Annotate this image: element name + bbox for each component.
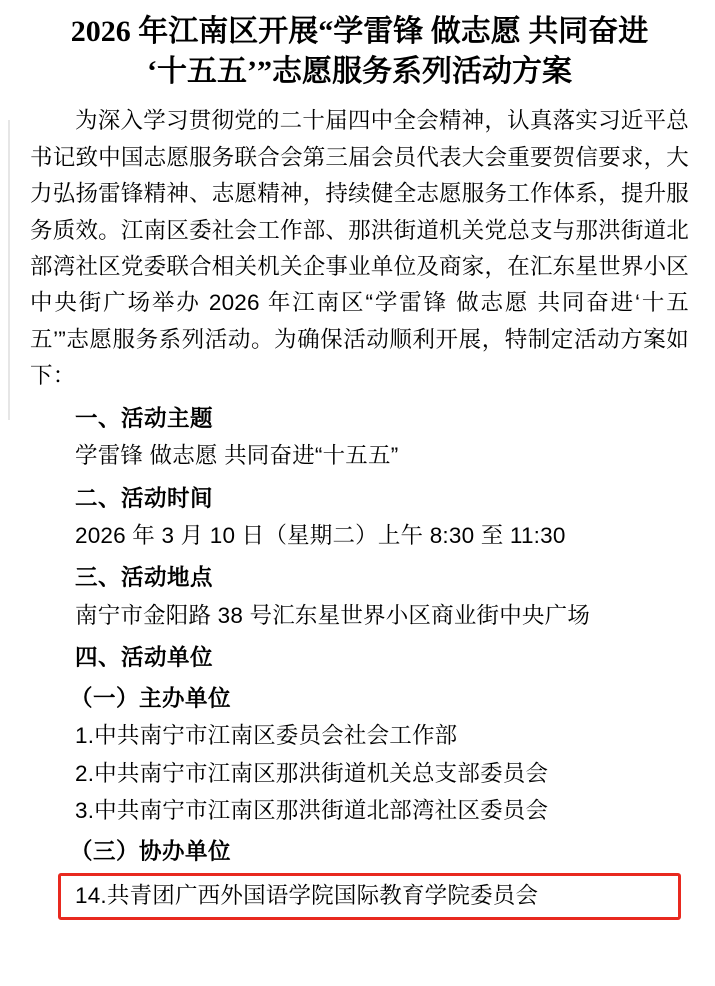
intro-paragraph: 为深入学习贯彻党的二十届四中全会精神，认真落实习近平总书记致中国志愿服务联合会第三届会员代表大会重要贺信要求，大力弘扬雷锋精神、志愿精神，持续健全志愿服务工作体系，提升服务质效。江南区委社会工作部、那洪街道机关党总支与那洪街道北部湾社区党委联合相关机关企事业单位及商家，在汇东星世界小区中央街广场举办 2026 年江南区“学雷锋 做志愿 共同奋进‘十五五’”志愿服务系列活动。为确保活动顺利开展，特制定活动方案如下： bbox=[30, 108, 689, 389]
list-item: 2.中共南宁市江南区那洪街道机关总支部委员会 bbox=[75, 760, 549, 786]
subsection-heading-coorganizer: （三）协办单位 bbox=[70, 838, 232, 864]
list-item: 3.中共南宁市江南区那洪街道北部湾社区委员会 bbox=[75, 798, 549, 824]
page-title bbox=[30, 12, 689, 91]
section-heading-units: 四、活动单位 bbox=[75, 645, 214, 671]
list-item: 14.共青团广西外国语学院国际教育学院委员会 bbox=[75, 882, 539, 908]
section-text-time: 2026 年 3 月 10 日（星期二）上午 8:30 至 11:30 bbox=[75, 523, 566, 548]
page-title-line-2: ‘十五五’”志愿服务系列活动方案 bbox=[147, 54, 572, 88]
list-item: 1.中共南宁市江南区委员会社会工作部 bbox=[75, 723, 458, 749]
highlighted-entry bbox=[30, 878, 689, 914]
section-text-theme: 学雷锋 做志愿 共同奋进“十五五” bbox=[75, 443, 399, 469]
section-heading-time: 二、活动时间 bbox=[75, 485, 214, 511]
section-heading-theme: 一、活动主题 bbox=[75, 405, 214, 431]
page-title-line-1: 2026 年江南区开展“学雷锋 做志愿 共同奋进 bbox=[70, 15, 649, 48]
subsection-heading-host: （一）主办单位 bbox=[70, 685, 232, 711]
section-heading-location: 三、活动地点 bbox=[75, 565, 214, 591]
section-text-location: 南宁市金阳路 38 号汇东星世界小区商业街中央广场 bbox=[75, 602, 591, 628]
page-edge-artifact bbox=[8, 120, 10, 420]
